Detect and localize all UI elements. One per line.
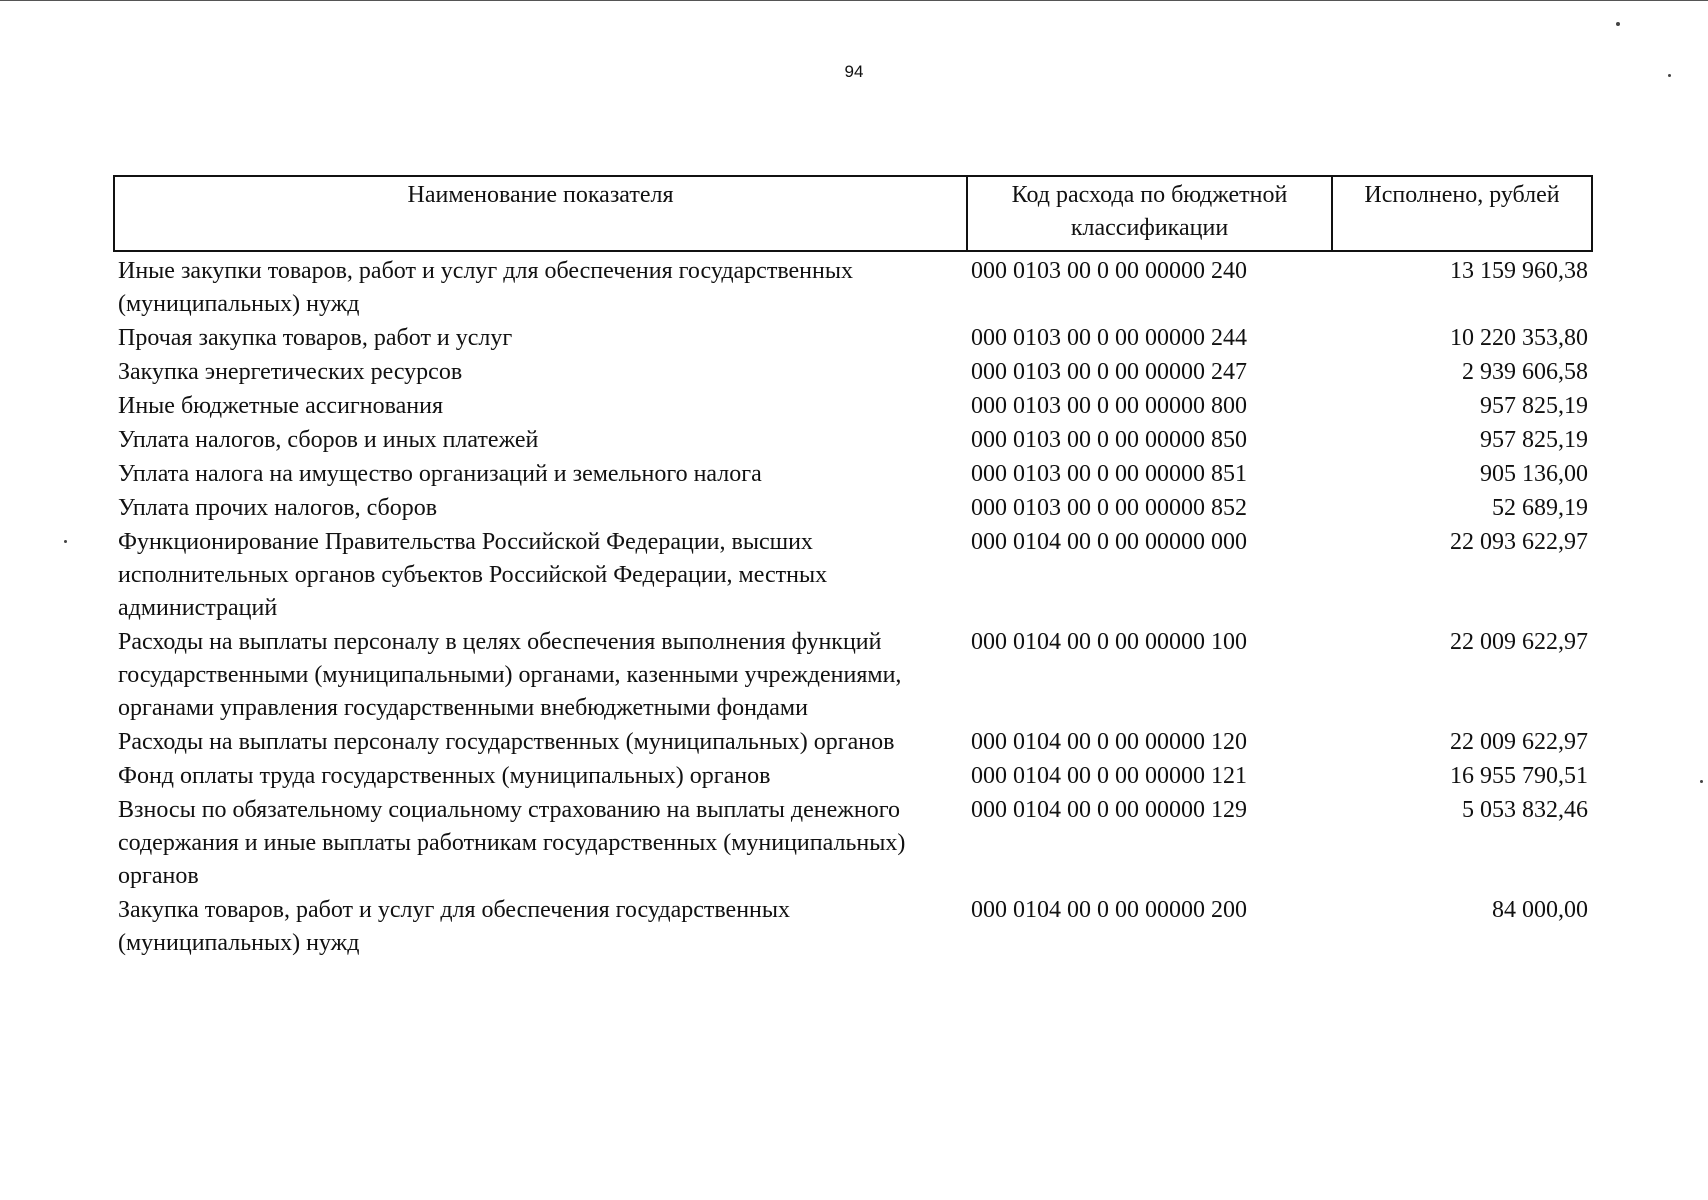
table-row — [114, 894, 1592, 961]
executed-amount: 22 009 622,97 — [1450, 629, 1588, 655]
expenditure-code: 000 0103 00 0 00 00000 851 — [971, 461, 1247, 487]
executed-amount: 10 220 353,80 — [1450, 325, 1588, 351]
header-executed-amount: Исполнено, рублей — [1332, 176, 1592, 251]
executed-amount: 84 000,00 — [1492, 897, 1588, 923]
executed-amount: 22 093 622,97 — [1450, 529, 1588, 555]
table-row — [114, 760, 1592, 794]
table-row — [114, 726, 1592, 760]
indicator-name: Фонд оплаты труда государственных (муниципальных) органов — [118, 763, 771, 789]
table-row — [114, 356, 1592, 390]
table-row — [114, 794, 1592, 894]
expenditure-code: 000 0103 00 0 00 00000 852 — [971, 495, 1247, 521]
table-row — [114, 626, 1592, 726]
page-number: 94 — [844, 62, 864, 81]
indicator-name: Прочая закупка товаров, работ и услуг — [118, 325, 513, 351]
executed-amount: 957 825,19 — [1480, 427, 1588, 453]
indicator-name: Расходы на выплаты персоналу государственных (муниципальных) органов — [118, 729, 895, 755]
expenditure-code: 000 0104 00 0 00 00000 200 — [971, 897, 1247, 923]
scan-speck — [1700, 780, 1703, 783]
table-row — [114, 458, 1592, 492]
expenditure-code: 000 0103 00 0 00 00000 247 — [971, 359, 1247, 385]
indicator-name: Взносы по обязательному социальному страхованию на выплаты денежного содержания и иные выплаты работникам государственных (муниципальных) органов — [118, 797, 906, 889]
expenditure-code: 000 0104 00 0 00 00000 121 — [971, 763, 1247, 789]
expenditure-code: 000 0103 00 0 00 00000 244 — [971, 325, 1247, 351]
table-row — [114, 390, 1592, 424]
expenditure-table — [113, 175, 1593, 961]
scan-speck — [1616, 22, 1620, 26]
indicator-name: Уплата налога на имущество организаций и земельного налога — [118, 461, 762, 487]
scan-speck — [64, 540, 67, 543]
indicator-name: Иные закупки товаров, работ и услуг для обеспечения государственных (муниципальных) нужд — [118, 258, 853, 317]
table-header — [114, 176, 1592, 251]
executed-amount: 52 689,19 — [1492, 495, 1588, 521]
executed-amount: 905 136,00 — [1480, 461, 1588, 487]
expenditure-code: 000 0103 00 0 00 00000 240 — [971, 258, 1247, 284]
indicator-name: Закупка товаров, работ и услуг для обеспечения государственных (муниципальных) нужд — [118, 897, 791, 956]
table-row — [114, 492, 1592, 526]
table-body — [114, 251, 1592, 961]
indicator-name: Иные бюджетные ассигнования — [118, 393, 443, 419]
indicator-name: Закупка энергетических ресурсов — [118, 359, 463, 385]
indicator-name: Расходы на выплаты персоналу в целях обеспечения выполнения функций государственными (муниципальными) органами, казенными учреждениями, органами управления государственными внебюджетными фондами — [118, 629, 902, 721]
expenditure-code: 000 0103 00 0 00 00000 800 — [971, 393, 1247, 419]
indicator-name: Уплата налогов, сборов и иных платежей — [118, 427, 539, 453]
scan-top-edge — [0, 0, 1708, 1]
executed-amount: 13 159 960,38 — [1450, 258, 1588, 284]
header-row — [114, 176, 1592, 251]
executed-amount: 5 053 832,46 — [1462, 797, 1588, 823]
table-row — [114, 526, 1592, 626]
executed-amount: 22 009 622,97 — [1450, 729, 1588, 755]
report-sheet — [113, 175, 1591, 961]
executed-amount: 2 939 606,58 — [1462, 359, 1588, 385]
header-indicator-name: Наименование показателя — [114, 176, 967, 251]
scan-speck — [1668, 74, 1671, 77]
expenditure-code: 000 0103 00 0 00 00000 850 — [971, 427, 1247, 453]
executed-amount: 16 955 790,51 — [1450, 763, 1588, 789]
table-row — [114, 424, 1592, 458]
expenditure-code: 000 0104 00 0 00 00000 129 — [971, 797, 1247, 823]
indicator-name: Уплата прочих налогов, сборов — [118, 495, 438, 521]
table-row — [114, 251, 1592, 322]
expenditure-code: 000 0104 00 0 00 00000 000 — [971, 529, 1247, 555]
expenditure-code: 000 0104 00 0 00 00000 100 — [971, 629, 1247, 655]
indicator-name: Функционирование Правительства Российской Федерации, высших исполнительных органов субъектов Российской Федерации, местных администраций — [118, 529, 828, 621]
expenditure-code: 000 0104 00 0 00 00000 120 — [971, 729, 1247, 755]
executed-amount: 957 825,19 — [1480, 393, 1588, 419]
table-row — [114, 322, 1592, 356]
header-expenditure-code: Код расхода по бюджетной классификации — [967, 176, 1332, 251]
